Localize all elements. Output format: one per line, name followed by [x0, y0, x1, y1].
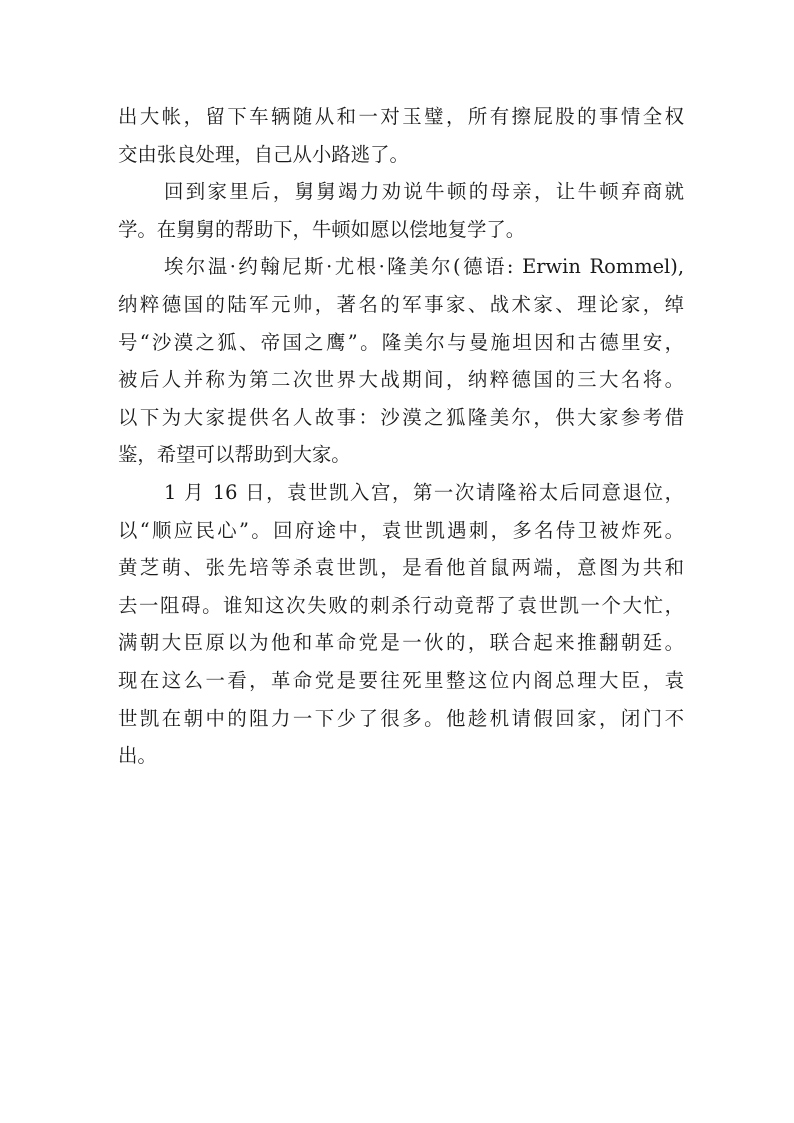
text-line: 号“沙漠之狐、帝国之鹰”。隆美尔与曼施坦因和古德里安， [118, 330, 684, 354]
document-body [118, 98, 684, 775]
text-line: 回到家里后，舅舅竭力劝说牛顿的母亲，让牛顿弃商就 [164, 180, 684, 204]
text-line: 现在这么一看，革命党是要往死里整这位内阁总理大臣，袁 [118, 668, 684, 692]
paragraph-1 [118, 98, 684, 173]
text-line: 去一阻碍。谁知这次失败的刺杀行动竟帮了袁世凯一个大忙， [118, 593, 684, 617]
text-line: 出。 [118, 744, 157, 768]
text-line: 1 月 16 日，袁世凯入宫，第一次请隆裕太后同意退位， [164, 480, 684, 504]
text-line: 满朝大臣原以为他和革命党是一伙的，联合起来推翻朝廷。 [118, 631, 684, 655]
text-line: 鉴，希望可以帮助到大家。 [118, 443, 351, 467]
text-line: 纳粹德国的陆军元帅，著名的军事家、战术家、理论家，绰 [118, 292, 684, 316]
text-line: 以下为大家提供名人故事：沙漠之狐隆美尔，供大家参考借 [118, 405, 684, 429]
text-line: 埃尔温·约翰尼斯·尤根·隆美尔(德语: Erwin Rommel), [164, 255, 684, 279]
text-line: 交由张良处理，自己从小路逃了。 [118, 142, 409, 166]
text-line: 学。在舅舅的帮助下，牛顿如愿以偿地复学了。 [118, 217, 526, 241]
paragraph-4 [118, 474, 684, 775]
text-line: 黄芝萌、张先培等杀袁世凯，是看他首鼠两端，意图为共和 [118, 556, 684, 580]
text-line: 出大帐，留下车辆随从和一对玉璧，所有擦屁股的事情全权 [118, 105, 684, 128]
text-line: 被后人并称为第二次世界大战期间，纳粹德国的三大名将。 [118, 368, 684, 392]
text-line: 以“顺应民心”。回府途中，袁世凯遇刺，多名侍卫被炸死。 [118, 518, 684, 542]
text-line: 世凯在朝中的阻力一下少了很多。他趁机请假回家，闭门不 [118, 706, 684, 730]
paragraph-3 [118, 248, 684, 474]
paragraph-2 [118, 173, 684, 248]
